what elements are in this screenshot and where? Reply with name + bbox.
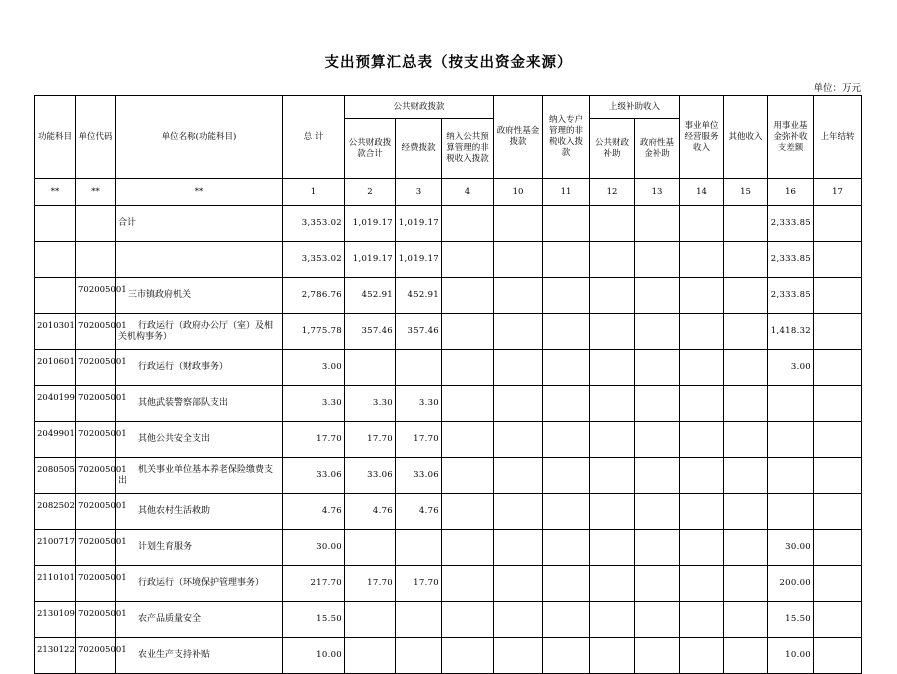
empty-amount-cell [724, 566, 768, 602]
empty-amount-cell [635, 530, 680, 566]
index-cell: 12 [590, 179, 635, 206]
total-cell: 30.00 [283, 530, 345, 566]
pf-funding-cell: 17.70 [396, 566, 442, 602]
pf-total-cell: 4.76 [345, 494, 396, 530]
empty-amount-cell [494, 350, 543, 386]
unit-code-text: 702005001 [78, 285, 127, 295]
unit-code-text: 702005001 [78, 357, 127, 367]
empty-amount-cell [543, 602, 590, 638]
surplus-cell [814, 350, 862, 386]
empty-amount-cell [494, 206, 543, 242]
header-total: 总 计 [283, 96, 345, 179]
header-surplus: 用事业基金弥补收支差额 [768, 96, 814, 179]
unit-code-text: 702005001 [78, 501, 127, 511]
pf-funding-cell [396, 602, 442, 638]
pf-funding-cell: 4.76 [396, 494, 442, 530]
other-income-cell: 200.00 [768, 566, 814, 602]
pf-funding-cell [396, 350, 442, 386]
empty-amount-cell [442, 242, 494, 278]
empty-amount-cell [543, 422, 590, 458]
empty-amount-cell [494, 386, 543, 422]
header-sup-public: 公共财政补助 [590, 119, 635, 179]
empty-amount-cell [680, 530, 724, 566]
header-sup-gov: 政府性基金补助 [635, 119, 680, 179]
empty-amount-cell [635, 566, 680, 602]
header-gov-fund: 政府性基金拨款 [494, 96, 543, 179]
pf-total-cell [345, 638, 396, 674]
empty-amount-cell [680, 314, 724, 350]
empty-amount-cell [494, 422, 543, 458]
total-cell: 3,353.02 [283, 242, 345, 278]
unit-code-cell [76, 602, 127, 638]
empty-amount-cell [543, 278, 590, 314]
unit-name-cell: 计划生育服务 [116, 530, 283, 566]
unit-name-cell: 行政运行（政府办公厅（室）及相关机构事务） [116, 314, 283, 350]
empty-amount-cell [680, 386, 724, 422]
index-cell: 2 [345, 179, 396, 206]
empty-amount-cell [724, 638, 768, 674]
unit-code-text: 702005001 [78, 429, 127, 439]
header-pf-total: 公共财政拨款合计 [345, 119, 396, 179]
empty-amount-cell [635, 422, 680, 458]
unit-code-text [78, 249, 113, 269]
empty-amount-cell [590, 458, 635, 494]
empty-amount-cell [494, 530, 543, 566]
index-row [35, 179, 862, 206]
func-code-cell: 2080505 [35, 458, 76, 494]
empty-amount-cell [724, 494, 768, 530]
func-code-cell: 2130109 [35, 602, 76, 638]
empty-amount-cell [635, 638, 680, 674]
pf-total-cell: 357.46 [345, 314, 396, 350]
empty-amount-cell [543, 494, 590, 530]
empty-amount-cell [590, 494, 635, 530]
table-row [35, 278, 862, 314]
empty-amount-cell [442, 278, 494, 314]
unit-code-cell [76, 386, 127, 422]
empty-amount-cell [724, 422, 768, 458]
index-cell: ** [116, 179, 283, 206]
empty-amount-cell [494, 458, 543, 494]
total-cell: 1,775.78 [283, 314, 345, 350]
header-pf-special: 纳入公共预算管理的非税收入拨款 [442, 119, 494, 179]
total-cell: 4.76 [283, 494, 345, 530]
pf-total-cell [345, 530, 396, 566]
unit-name-cell: 行政运行（财政事务） [116, 350, 283, 386]
header-func-code: 功能科目 [35, 96, 76, 179]
pf-funding-cell: 1,019.17 [396, 206, 442, 242]
unit-code-text [78, 213, 113, 233]
empty-amount-cell [590, 386, 635, 422]
unit-code-text: 702005001 [78, 321, 127, 331]
unit-code-cell [76, 638, 127, 674]
index-cell: 11 [543, 179, 590, 206]
table-row [35, 494, 862, 530]
empty-amount-cell [680, 278, 724, 314]
page-title: 支出预算汇总表（按支出资金来源） [324, 54, 573, 71]
unit-name-cell: 其他武装警察部队支出 [116, 386, 283, 422]
empty-amount-cell [543, 242, 590, 278]
unit-name-cell: 农业生产支持补贴 [116, 638, 283, 674]
empty-amount-cell [543, 530, 590, 566]
header-special-mgmt: 纳入专户管理的非税收入拨款 [543, 96, 590, 179]
pf-total-cell: 3.30 [345, 386, 396, 422]
func-code-cell: 2010301 [35, 314, 76, 350]
empty-amount-cell [494, 494, 543, 530]
other-income-cell: 15.50 [768, 602, 814, 638]
index-cell: 14 [680, 179, 724, 206]
table-row [35, 314, 862, 350]
other-income-cell: 2,333.85 [768, 278, 814, 314]
surplus-cell [814, 638, 862, 674]
header-carryover: 上年结转 [814, 96, 862, 179]
header-other: 其他收入 [724, 96, 768, 179]
empty-amount-cell [635, 278, 680, 314]
table-row [35, 350, 862, 386]
other-income-cell: 3.00 [768, 350, 814, 386]
empty-amount-cell [543, 206, 590, 242]
empty-amount-cell [590, 602, 635, 638]
pf-total-cell: 17.70 [345, 566, 396, 602]
other-income-cell [768, 422, 814, 458]
func-code-cell [35, 206, 76, 242]
empty-amount-cell [590, 278, 635, 314]
index-cell: ** [35, 179, 76, 206]
empty-amount-cell [590, 566, 635, 602]
table-row [35, 566, 862, 602]
unit-code-cell [76, 278, 127, 314]
table-row [35, 242, 862, 278]
unit-code-text: 702005001 [78, 537, 127, 547]
empty-amount-cell [724, 530, 768, 566]
pf-total-cell [345, 350, 396, 386]
empty-amount-cell [635, 458, 680, 494]
empty-amount-cell [724, 314, 768, 350]
unit-code-cell [76, 206, 116, 242]
func-code-cell: 2100717 [35, 530, 76, 566]
empty-amount-cell [494, 638, 543, 674]
empty-amount-cell [680, 458, 724, 494]
empty-amount-cell [543, 314, 590, 350]
index-cell: 1 [283, 179, 345, 206]
func-code-cell: 2049901 [35, 422, 76, 458]
unit-name-cell: 机关事业单位基本养老保险缴费支出 [116, 458, 283, 494]
budget-table [34, 95, 862, 674]
index-cell: 10 [494, 179, 543, 206]
empty-amount-cell [494, 602, 543, 638]
table-row [35, 206, 862, 242]
empty-amount-cell [442, 206, 494, 242]
header-public-finance: 公共财政拨款 [345, 96, 494, 119]
surplus-cell [814, 206, 862, 242]
empty-amount-cell [543, 638, 590, 674]
index-cell: 4 [442, 179, 494, 206]
pf-total-cell: 1,019.17 [345, 242, 396, 278]
func-code-cell [35, 278, 76, 314]
empty-amount-cell [724, 386, 768, 422]
table-row [35, 422, 862, 458]
empty-amount-cell [442, 314, 494, 350]
other-income-cell [768, 458, 814, 494]
header-business: 事业单位经营服务收入 [680, 96, 724, 179]
total-cell: 2,786.76 [283, 278, 345, 314]
empty-amount-cell [590, 314, 635, 350]
func-code-cell: 2010601 [35, 350, 76, 386]
unit-name-cell: 农产品质量安全 [116, 602, 283, 638]
unit-code-cell [76, 242, 116, 278]
empty-amount-cell [635, 314, 680, 350]
index-cell: 13 [635, 179, 680, 206]
surplus-cell [814, 458, 862, 494]
func-code-cell: 2082502 [35, 494, 76, 530]
empty-amount-cell [494, 314, 543, 350]
unit-name-cell: 行政运行（环境保护管理事务） [116, 566, 283, 602]
surplus-cell [814, 530, 862, 566]
empty-amount-cell [635, 602, 680, 638]
empty-amount-cell [635, 386, 680, 422]
other-income-cell: 10.00 [768, 638, 814, 674]
total-cell: 3.00 [283, 350, 345, 386]
unit-code-cell [76, 494, 127, 530]
pf-funding-cell: 3.30 [396, 386, 442, 422]
total-cell: 217.70 [283, 566, 345, 602]
empty-amount-cell [543, 566, 590, 602]
empty-amount-cell [724, 278, 768, 314]
unit-code-text: 702005001 [78, 465, 127, 475]
unit-code-cell [76, 350, 127, 386]
unit-name-cell: 三市镇政府机关 [116, 278, 283, 314]
unit-code-cell [76, 566, 127, 602]
table-row [35, 458, 862, 494]
pf-total-cell: 33.06 [345, 458, 396, 494]
unit-code-cell [76, 458, 127, 494]
surplus-cell [814, 422, 862, 458]
func-code-cell: 2110101 [35, 566, 76, 602]
pf-funding-cell: 33.06 [396, 458, 442, 494]
empty-amount-cell [680, 638, 724, 674]
empty-amount-cell [590, 638, 635, 674]
table-row [35, 638, 862, 674]
empty-amount-cell [442, 350, 494, 386]
surplus-cell [814, 566, 862, 602]
empty-amount-cell [590, 242, 635, 278]
other-income-cell: 2,333.85 [768, 206, 814, 242]
unit-name-cell: 其他公共安全支出 [116, 422, 283, 458]
empty-amount-cell [543, 350, 590, 386]
total-cell: 33.06 [283, 458, 345, 494]
surplus-cell [814, 602, 862, 638]
empty-amount-cell [494, 278, 543, 314]
unit-code-cell [76, 530, 127, 566]
unit-name-cell [116, 242, 283, 278]
total-cell: 17.70 [283, 422, 345, 458]
empty-amount-cell [494, 566, 543, 602]
index-cell: 15 [724, 179, 768, 206]
empty-amount-cell [442, 638, 494, 674]
other-income-cell: 2,333.85 [768, 242, 814, 278]
empty-amount-cell [590, 422, 635, 458]
index-cell: ** [76, 179, 116, 206]
total-cell: 15.50 [283, 602, 345, 638]
empty-amount-cell [590, 530, 635, 566]
empty-amount-cell [680, 566, 724, 602]
surplus-cell [814, 242, 862, 278]
empty-amount-cell [680, 602, 724, 638]
header-superior: 上级补助收入 [590, 96, 680, 119]
unit-code-text: 702005001 [78, 573, 127, 583]
unit-label: 单位：万元 [813, 83, 861, 94]
pf-total-cell: 452.91 [345, 278, 396, 314]
empty-amount-cell [680, 350, 724, 386]
empty-amount-cell [680, 422, 724, 458]
pf-funding-cell [396, 638, 442, 674]
index-cell: 3 [396, 179, 442, 206]
empty-amount-cell [680, 206, 724, 242]
pf-total-cell: 17.70 [345, 422, 396, 458]
func-code-cell: 2040199 [35, 386, 76, 422]
header-pf-funding: 经费拨款 [396, 119, 442, 179]
surplus-cell [814, 278, 862, 314]
empty-amount-cell [635, 494, 680, 530]
index-cell: 16 [768, 179, 814, 206]
empty-amount-cell [442, 602, 494, 638]
pf-funding-cell: 17.70 [396, 422, 442, 458]
empty-amount-cell [724, 206, 768, 242]
unit-name-cell: 合计 [116, 206, 283, 242]
empty-amount-cell [635, 206, 680, 242]
pf-funding-cell: 452.91 [396, 278, 442, 314]
unit-code-text: 702005001 [78, 645, 127, 655]
unit-code-text: 702005001 [78, 393, 127, 403]
header-unit-name: 单位名称(功能科目) [116, 96, 283, 179]
unit-name-cell: 其他农村生活救助 [116, 494, 283, 530]
empty-amount-cell [543, 458, 590, 494]
table-row [35, 602, 862, 638]
empty-amount-cell [724, 242, 768, 278]
surplus-cell [814, 386, 862, 422]
empty-amount-cell [442, 530, 494, 566]
total-cell: 10.00 [283, 638, 345, 674]
empty-amount-cell [442, 566, 494, 602]
empty-amount-cell [635, 242, 680, 278]
surplus-cell [814, 494, 862, 530]
other-income-cell: 1,418.32 [768, 314, 814, 350]
empty-amount-cell [442, 458, 494, 494]
table-row [35, 530, 862, 566]
empty-amount-cell [680, 242, 724, 278]
table-row [35, 386, 862, 422]
pf-funding-cell: 1,019.17 [396, 242, 442, 278]
empty-amount-cell [724, 602, 768, 638]
empty-amount-cell [590, 350, 635, 386]
pf-total-cell: 1,019.17 [345, 206, 396, 242]
empty-amount-cell [442, 386, 494, 422]
unit-code-cell [76, 422, 127, 458]
pf-funding-cell: 357.46 [396, 314, 442, 350]
empty-amount-cell [680, 494, 724, 530]
empty-amount-cell [442, 494, 494, 530]
unit-code-cell [76, 314, 127, 350]
total-cell: 3,353.02 [283, 206, 345, 242]
empty-amount-cell [543, 386, 590, 422]
other-income-cell [768, 386, 814, 422]
pf-total-cell [345, 602, 396, 638]
empty-amount-cell [724, 458, 768, 494]
func-code-cell: 2130122 [35, 638, 76, 674]
header-unit-code: 单位代码 [76, 96, 116, 179]
index-cell: 17 [814, 179, 862, 206]
empty-amount-cell [724, 350, 768, 386]
empty-amount-cell [590, 206, 635, 242]
other-income-cell: 30.00 [768, 530, 814, 566]
unit-code-text: 702005001 [78, 609, 127, 619]
total-cell: 3.30 [283, 386, 345, 422]
empty-amount-cell [442, 422, 494, 458]
surplus-cell [814, 314, 862, 350]
pf-funding-cell [396, 530, 442, 566]
empty-amount-cell [635, 350, 680, 386]
other-income-cell [768, 494, 814, 530]
empty-amount-cell [494, 242, 543, 278]
func-code-cell [35, 242, 76, 278]
